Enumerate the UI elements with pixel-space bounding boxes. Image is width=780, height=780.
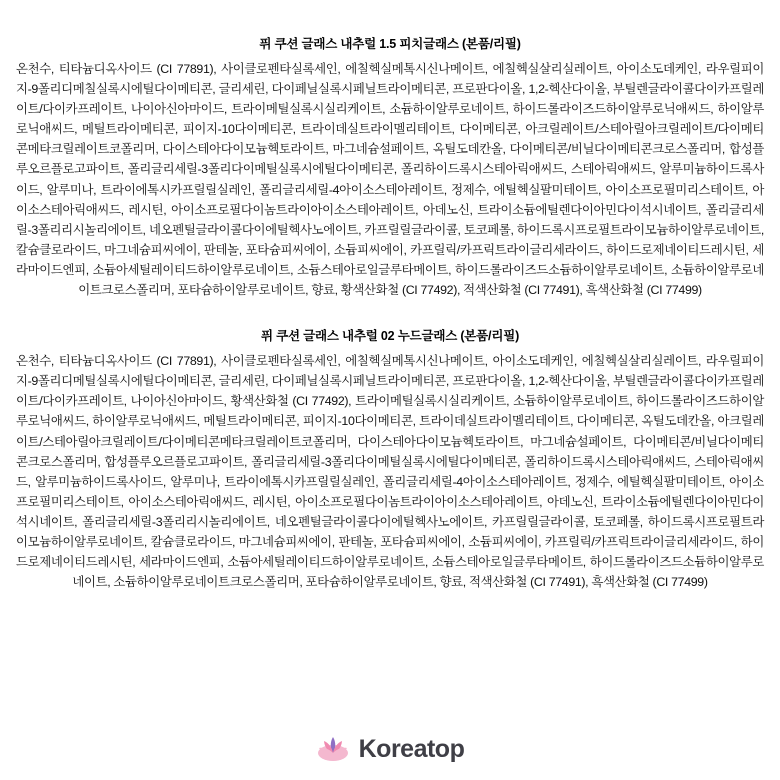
- product-title-2: 퓌 쿠션 글래스 내추럴 02 누드글래스 (본품/리필): [260, 329, 520, 344]
- product-title-1: 퓌 쿠션 글래스 내추럴 1.5 피치글래스 (본품/리필): [259, 37, 521, 51]
- product-section-1: [16, 34, 764, 300]
- ingredients-text-2: 온천수, 티타늄디옥사이드 (CI 77891), 사이클로펜타실록세인, 에칠헥실메톡시신나메이트, 아이소도데케인, 에칠헥실살리실레이트, 라우릴피이지-9폴리디메틸실록시에틸다이메티콘, 글리세린, 다이페닐실록시페닐트라이메티콘, 프로판다이올, 1,2-헥산다이올, 부틸렌글라이콜다이카프릴레이트/다이카프레이트, 나이아신아마이드, 황색산화철 (CI 77492), 트라이메틸실록시실리케이트, 소듐하이알루로네이트, 하이드롤라이즈드하이알루로닉애씨드, 하이알루로닉애씨드, 메틸트라이메티콘, 피이지-10다이메티콘, 트라이데실트라이멜리테이트, 다이메티콘, 옥틸도데칸올, 아크릴레이트/스테아릴아크릴레이트/다이메티콘메타크릴레이트코폴리머, 다이스테아다이모늄헥토라이트, 마그네슘설페이트, 다이메티콘/비닐다이메티콘크로스폴리머, 합성플루오르플로고파이트, 폴리글리세릴-3폴리다이메틸실록시에틸다이메티콘, 폴리하이드록시스테아릭애씨드, 스테아릭애씨드, 알루미늄하이드록사이드, 알루미나, 트라이에톡시카프릴릴실레인, 폴리글리세릴-4아이소스테아레이트, 정제수, 에틸헥실팔미테이트, 아이소프로필미리스테이트, 아이소스테아릭애씨드, 레시틴, 아이소프로필다이놈트라이아이소스테아레이트, 아데노신, 트라이소듐에틸렌다이아민다이석시네이트, 폴리글리세릴-3폴리리시놀리에이트, 네오펜틸글라이콜다이에틸헥사노에이트, 카프릴릴글라이콜, 토코페롤, 하이드록시프로필트라이모늄하이알루로네이트, 칼슘클로라이드, 마그네슘피씨에이, 판테놀, 포타슘피씨에이, 소듐피씨에이, 카프릴릭/카프릭트라이글리세라이드, 하이드로제네이티드레시틴, 세라마이드엔피, 소듐아세틸레이티드하이알루로네이트, 소듐스테아로일글루타메이트, 하이드롤라이즈드소듐하이알루로네이트, 소듐하이알루로네이트크로스폴리머, 포타슘하이알루로네이트, 향료, 적색산화철 (CI 77491), 흑색산화철 (CI 77499): [16, 354, 764, 590]
- product-section-2: [16, 326, 764, 592]
- lotus-flower-icon: [316, 732, 350, 766]
- ingredients-text-1: 온천수, 티타늄디옥사이드 (CI 77891), 사이클로펜타실록세인, 에칠헥실메톡시신나메이트, 에칠헥실살리실레이트, 아이소도데케인, 라우릴피이지-9폴리디메칠실록시에틸다이메티콘, 글리세린, 다이페닐실록시페닐트라이메티콘, 프로판다이올, 1,2-헥산다이올, 부틸렌글라이콜다이카프릴레이트/다이카프레이트, 나이아신아마이드, 트라이메틸실록시실리케이트, 소듐하이알루로네이트, 하이드롤라이즈드하이알루로닉애씨드, 하이알루로닉애씨드, 메틸트라이메티콘, 피이지-10다이메티콘, 트라이데실트라이멜리테이트, 다이메티콘, 아크릴레이트/스테아릴아크릴레이트/다이메티콘메타크릴레이트코폴리머, 다이스테아다이모늄헥토라이트, 마그네슘설페이트, 옥틸도데칸올, 다이메티콘/비닐다이메티콘크로스폴리머, 합성플루오르플로고파이트, 폴리글리세릴-3폴리다이메틸실록시에틸다이메티콘, 폴리하이드록시스테아릭애씨드, 스테아릭애씨드, 알루미늄하이드록사이드, 알루미나, 트라이에톡시카프릴릴실레인, 폴리글리세릴-4아이소스테아레이트, 정제수, 에틸헥실팔미테이트, 아이소프로필미리스테이트, 아이소스테아릭애씨드, 레시틴, 아이소프로필다이놈트라이아이소스테아레이트, 아데노신, 트라이소듐에틸렌다이아민다이석시네이트, 폴리글리세릴-3폴리리시놀리에이트, 네오펜틸글라이콜다이에틸헥사노에이트, 카프릴릴글라이콜, 토코페롤, 하이드록시프로필트라이모늄하이알루로네이트, 칼슘클로라이드, 마그네슘피씨에이, 판테놀, 포타슘피씨에이, 소듐피씨에이, 카프릴릭/카프릭트라이글리세라이드, 하이드로제네이티드레시틴, 세라마이드엔피, 소듐아세틸레이티드하이알루로네이트, 소듐스테아로일글루타메이트, 하이드롤라이즈드소듐하이알루로네이트, 소듐하이알루로네이트크로스폴리머, 포타슘하이알루로네이트, 향료, 황색산화철 (CI 77492), 적색산화철 (CI 77491), 흑색산화철 (CI 77499): [16, 62, 764, 298]
- footer-branding: [0, 732, 780, 766]
- brand-name-label: Koreatop: [358, 734, 465, 763]
